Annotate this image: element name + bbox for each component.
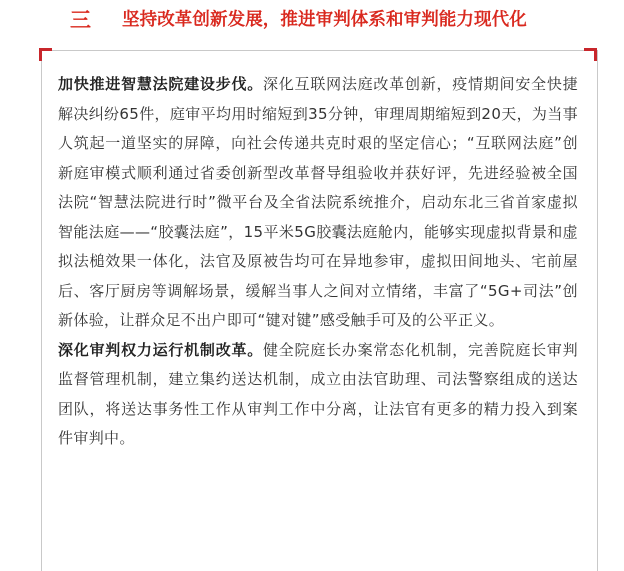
paragraph-text: 深化互联网法庭改革创新，疫情期间安全快捷解决纠纷65件，庭审平均用时缩短到35分钟，审理周期缩短到20天，为当事人筑起一道坚实的屏障，向社会传递共克时艰的坚定信心；“互联网法庭”创新庭审模式顺利通过省委创新型改革督导组验收并获好评，先进经验被全国法院“智慧法院进行时”微平台及全省法院系统推介，启动东北三省首家虚拟智能法庭——“胶囊法庭”，15平米5G胶囊法庭舱内，能够实现虚拟背景和虚拟法槌效果一体化，法官及原被告均可在异地参审，虚拟田间地头、宅前屋后、客厅厨房等调解场景，缓解当事人之间对立情绪，丰富了“5G+司法”创新体验，让群众足不出户即可“键对键”感受触手可及的公平正义。	[58, 75, 578, 329]
section-header	[0, 0, 624, 40]
article-body	[58, 70, 578, 454]
paragraph-judicial-reform	[58, 336, 578, 454]
section-numeral: 三	[70, 8, 91, 32]
corner-accent-top-left-vertical	[39, 48, 42, 61]
paragraph-smart-court	[58, 70, 578, 336]
corner-accent-top-right-vertical	[594, 48, 597, 61]
paragraph-text: 健全院庭长办案常态化机制，完善院庭长审判监督管理机制，建立集约送达机制，成立由法官助理、司法警察组成的送达团队，将送达事务性工作从审判工作中分离，让法官有更多的精力投入到案件审判中。	[58, 340, 578, 447]
section-title: 坚持改革创新发展，推进审判体系和审判能力现代化	[122, 10, 527, 30]
paragraph-lead: 加快推进智慧法院建设步伐。	[58, 75, 264, 93]
paragraph-lead: 深化审判权力运行机制改革。	[58, 340, 264, 359]
